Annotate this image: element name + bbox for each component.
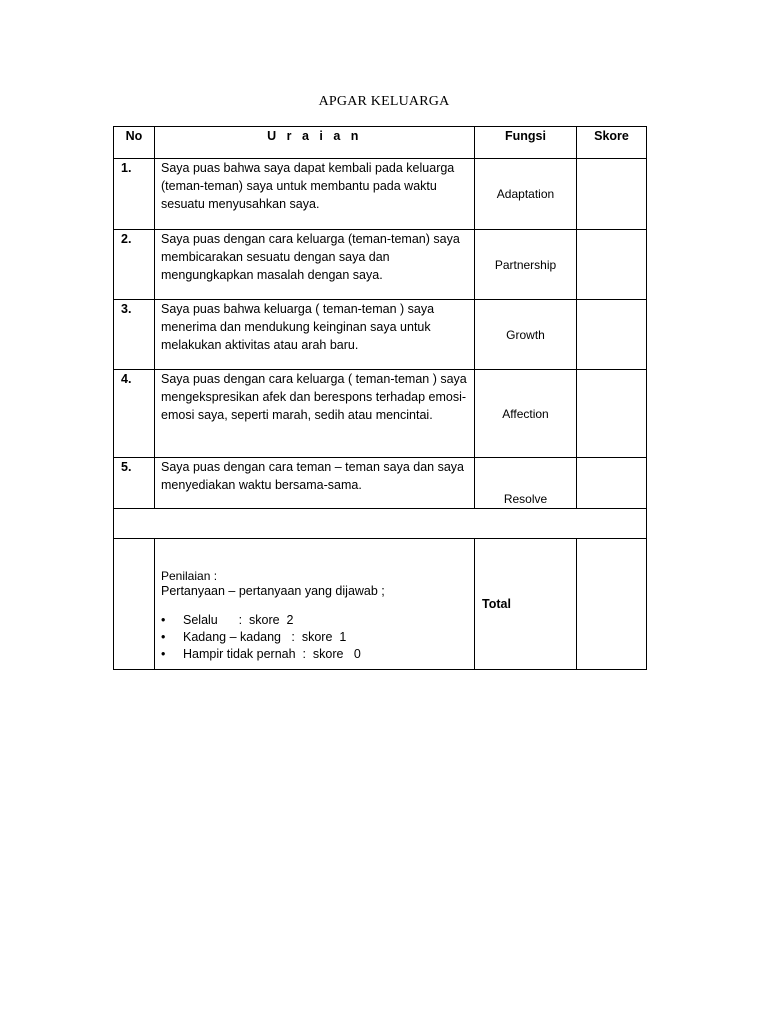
row-score-cell[interactable]: [577, 370, 647, 458]
row-statement: Saya puas dengan cara keluarga ( teman-teman ) saya mengekspresikan afek dan berespons terhadap emosi-emosi saya, seperti marah, sedih atau mencintai.: [155, 370, 475, 458]
table-row: [114, 159, 647, 230]
row-number: 1.: [114, 159, 155, 230]
scoring-row: [114, 539, 647, 670]
row-function: Adaptation: [475, 159, 577, 230]
header-uraian: U r a i a n: [155, 127, 475, 159]
scoring-option: Hampir tidak pernah : skore 0: [183, 647, 361, 661]
list-item: [161, 646, 468, 663]
total-score-cell[interactable]: [577, 539, 647, 670]
row-function: Resolve: [475, 458, 577, 509]
row-score-cell[interactable]: [577, 230, 647, 300]
header-fungsi: Fungsi: [475, 127, 577, 159]
row-statement: Saya puas bahwa keluarga ( teman-teman ) saya menerima dan mendukung keinginan saya untuk melakukan aktivitas atau arah baru.: [155, 300, 475, 370]
row-function: Partnership: [475, 230, 577, 300]
row-statement: Saya puas bahwa saya dapat kembali pada keluarga (teman-teman) saya untuk membantu pada waktu sesuatu menyusahkan saya.: [155, 159, 475, 230]
scoring-empty-cell: [114, 539, 155, 670]
list-item: [161, 629, 468, 646]
table-row: [114, 230, 647, 300]
table-row: [114, 300, 647, 370]
row-statement: Saya puas dengan cara teman – teman saya dan saya menyediakan waktu bersama-sama.: [155, 458, 475, 509]
scoring-guide-cell: [155, 539, 475, 670]
scoring-option: Selalu : skore 2: [183, 613, 294, 627]
row-number: 2.: [114, 230, 155, 300]
bullet-icon: •: [161, 613, 166, 627]
scoring-intro: Pertanyaan – pertanyaan yang dijawab ;: [161, 584, 385, 598]
scoring-option: Kadang – kadang : skore 1: [183, 630, 347, 644]
apgar-table: [113, 126, 647, 670]
document-title: APGAR KELUARGA: [318, 94, 450, 109]
list-item: [161, 612, 468, 629]
scoring-label: Penilaian :: [161, 569, 218, 583]
header-row: [114, 127, 647, 159]
row-number: 5.: [114, 458, 155, 509]
row-number: 4.: [114, 370, 155, 458]
header-no: No: [114, 127, 155, 159]
table-row: [114, 370, 647, 458]
row-score-cell[interactable]: [577, 159, 647, 230]
table-row: [114, 458, 647, 509]
spacer-row: [114, 509, 647, 539]
total-label: Total: [475, 539, 577, 670]
spacer-cell: [114, 509, 647, 539]
row-function: Growth: [475, 300, 577, 370]
row-statement: Saya puas dengan cara keluarga (teman-teman) saya membicarakan sesuatu dengan saya dan mengungkapkan masalah dengan saya.: [155, 230, 475, 300]
row-score-cell[interactable]: [577, 300, 647, 370]
row-number: 3.: [114, 300, 155, 370]
bullet-icon: •: [161, 630, 166, 644]
row-score-cell[interactable]: [577, 458, 647, 509]
header-skore: Skore: [577, 127, 647, 159]
bullet-icon: •: [161, 647, 166, 661]
row-function: Affection: [475, 370, 577, 458]
scoring-list: [161, 612, 468, 663]
